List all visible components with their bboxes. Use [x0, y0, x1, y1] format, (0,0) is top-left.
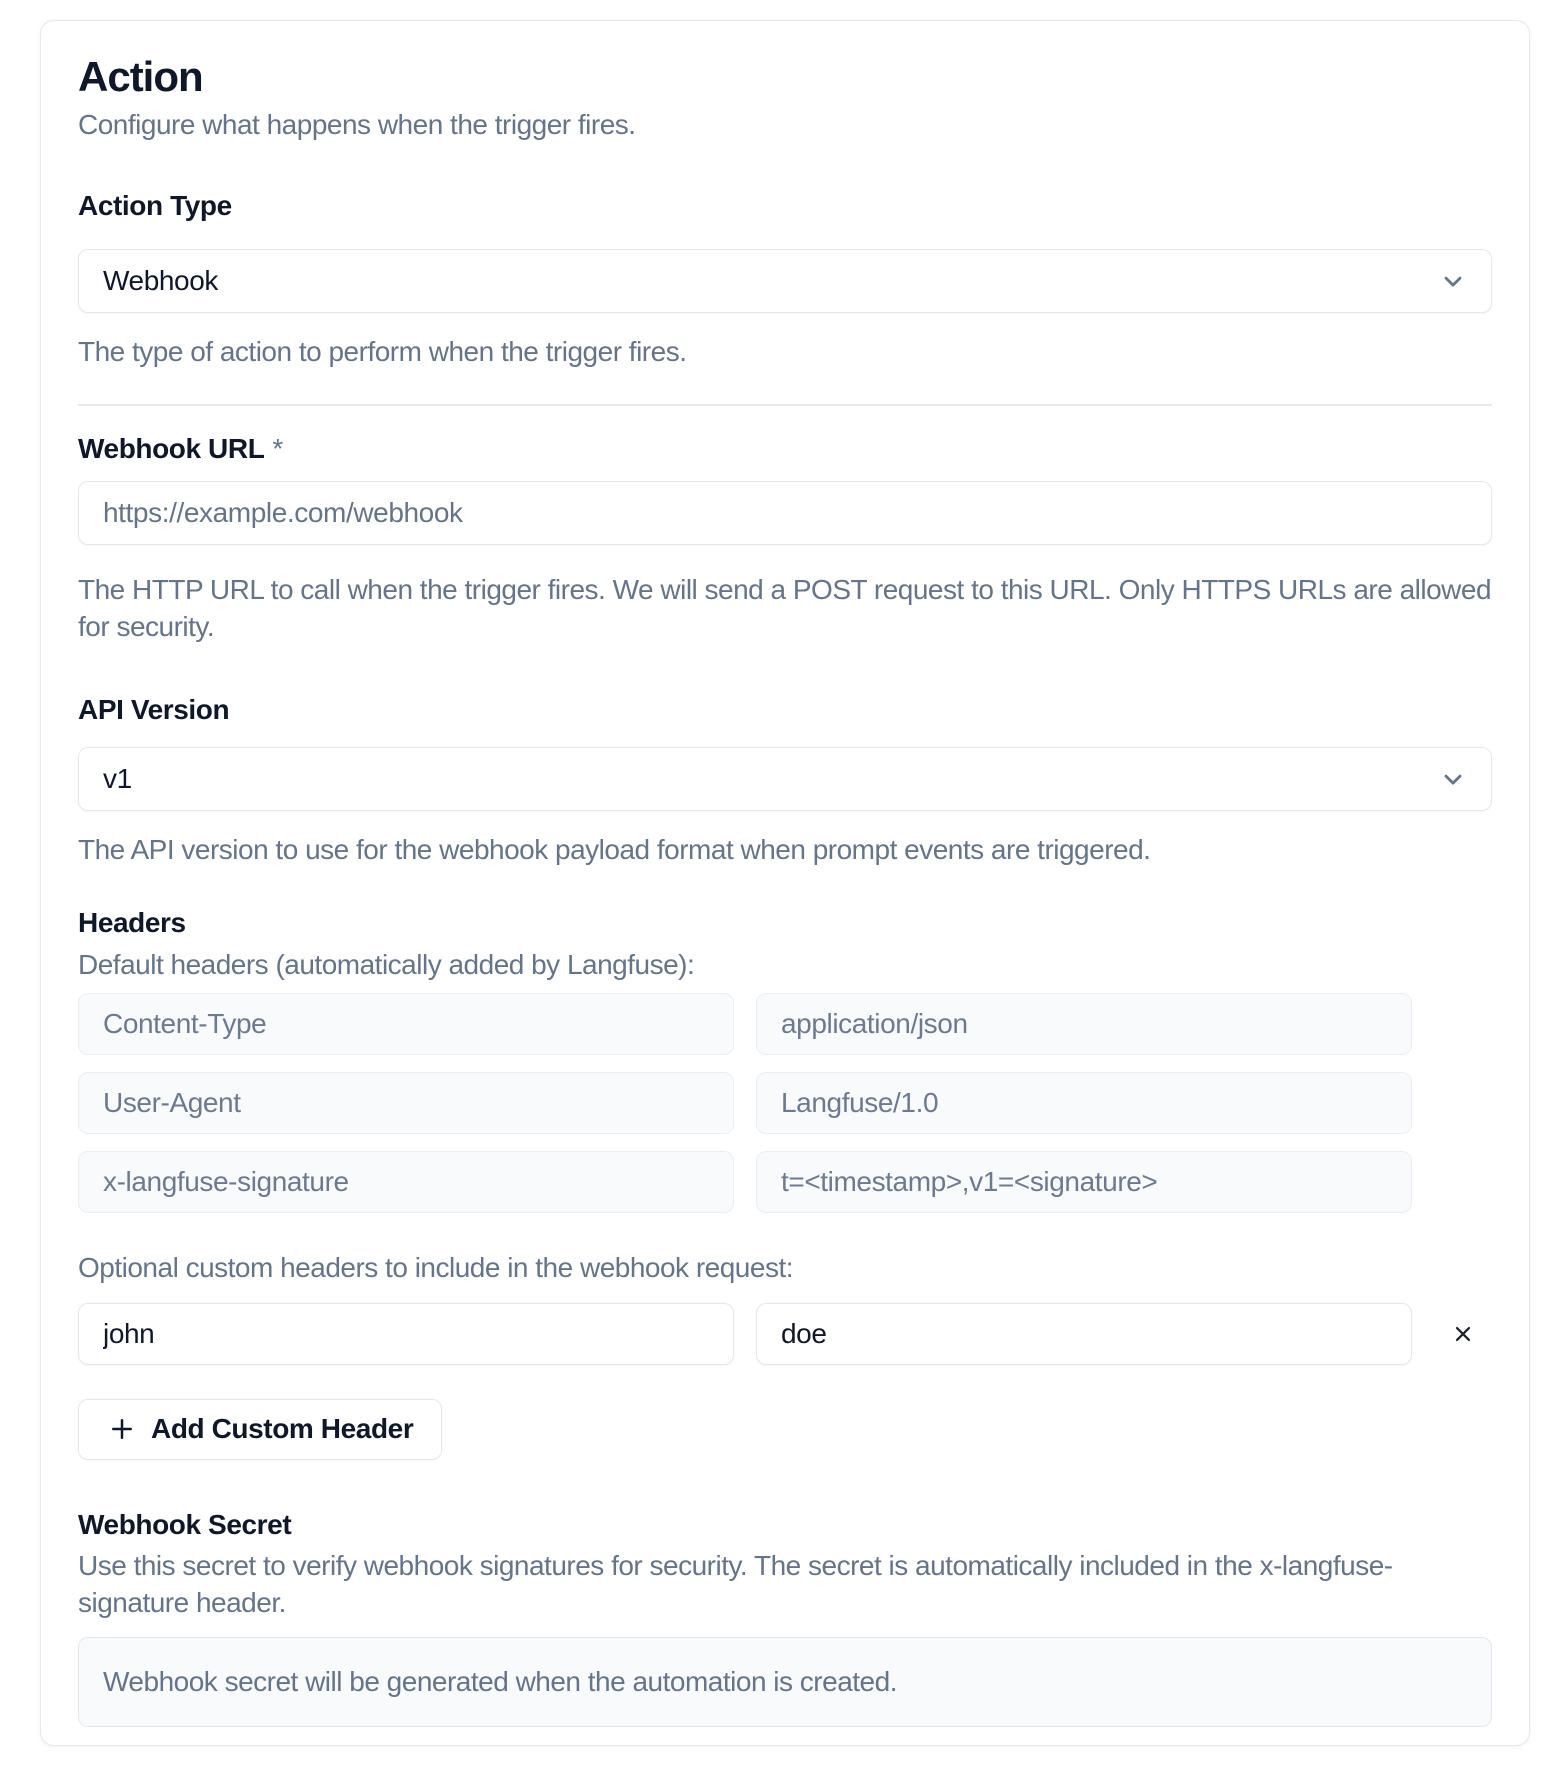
default-header-key-input — [78, 1072, 734, 1134]
webhook-secret-placeholder-text: Webhook secret will be generated when the automation is created. — [103, 1665, 897, 1697]
default-header-value-input — [756, 1151, 1412, 1213]
page-subtitle: Configure what happens when the trigger fires. — [78, 109, 636, 140]
action-type-select-value: Webhook — [103, 265, 218, 296]
webhook-secret-label: Webhook Secret — [78, 1508, 292, 1540]
custom-headers-caption: Optional custom headers to include in the webhook request: — [78, 1251, 794, 1283]
action-type-label: Action Type — [78, 190, 232, 221]
required-indicator: * — [272, 432, 283, 464]
chevron-down-icon — [1439, 267, 1467, 295]
default-header-row — [78, 1151, 1492, 1213]
default-header-value-input — [756, 1072, 1412, 1134]
webhook-url-help: The HTTP URL to call when the trigger fires. We will send a POST request to this URL. Only HTTPS URLs are allowed for security. — [78, 573, 1492, 642]
api-version-select[interactable] — [78, 747, 1492, 811]
default-header-key-input — [78, 1151, 734, 1213]
action-type-help: The type of action to perform when the trigger fires. — [78, 336, 687, 367]
add-custom-header-label: Add Custom Header — [151, 1413, 414, 1444]
custom-header-value-input[interactable] — [756, 1303, 1412, 1365]
plus-icon — [107, 1414, 137, 1444]
default-header-value-input — [756, 993, 1412, 1055]
chevron-down-icon — [1439, 765, 1467, 793]
add-custom-header-button[interactable] — [78, 1399, 442, 1460]
section-divider — [78, 404, 1492, 406]
api-version-select-value: v1 — [103, 762, 132, 794]
default-headers-caption: Default headers (automatically added by Langfuse): — [78, 948, 695, 980]
page-title: Action — [78, 53, 203, 100]
webhook-url-label: Webhook URL * — [78, 432, 283, 464]
default-header-row — [78, 993, 1492, 1055]
headers-label: Headers — [78, 906, 186, 938]
api-version-label: API Version — [78, 693, 230, 725]
custom-header-key-input[interactable] — [78, 1303, 734, 1365]
webhook-secret-description: Use this secret to verify webhook signatures for security. The secret is automatically included in the x-langfuse-signature header. — [78, 1549, 1393, 1618]
webhook-secret-placeholder-box — [78, 1637, 1492, 1727]
x-icon — [1452, 1323, 1474, 1345]
custom-header-row — [78, 1303, 1492, 1365]
remove-custom-header-button[interactable] — [1434, 1305, 1492, 1363]
default-header-key-input — [78, 993, 734, 1055]
default-header-row — [78, 1072, 1492, 1134]
action-type-select[interactable] — [78, 249, 1492, 313]
api-version-help: The API version to use for the webhook payload format when prompt events are triggered. — [78, 833, 1151, 865]
action-config-card — [40, 20, 1530, 1746]
webhook-url-input[interactable] — [78, 481, 1492, 545]
